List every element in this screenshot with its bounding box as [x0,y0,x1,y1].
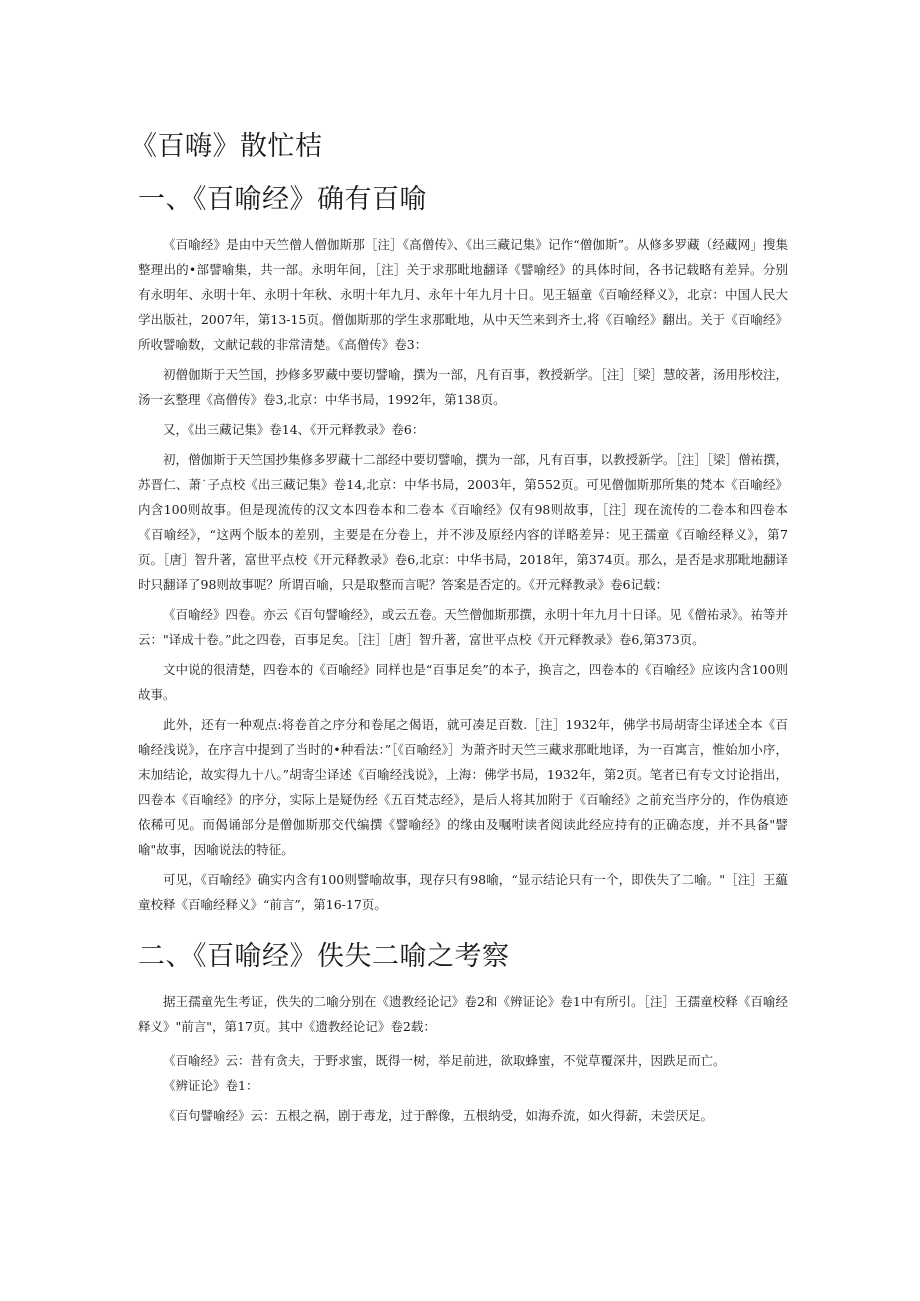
quotation: 初，僧伽斯于天竺国抄集修多罗藏十二部经中要切譬喻，撰为一部，凡有百事，以教授新学。［注］［梁］僧祐撰，苏晋仁、萧˙子点校《出三藏记集》卷14,北京：中华书局，2003年，第552页。可见僧伽斯那所集的梵本《百喻经》内含100则故事。但是现流传的汉文本四卷本和二卷本《百喻经》仅有98则故事，［注］现在流传的二卷本和四卷本《百喻经》，“这两个版本的差别，主要是在分卷上，并不涉及原经内容的详略差异：见王孺童《百喻经释义》，第7页。［唐］智升著，富世平点校《开元释教录》卷6,北京：中华书局，2018年，第374页。那么，是否是求那毗地翻译时只翻译了98则故事呢？所谓百喻，只是取整而言呢？答案是否定的。《开元释教录》卷6记载： [138,452,789,592]
section-heading-2: 二、《百喻经》佚失二喻之考察 [138,941,510,972]
document-title: 《百嗨》散忙桔 [130,131,323,162]
paragraph: 《百喻经》是由中天竺僧人僧伽斯那［注］《高僧传》、《出三藏记集》记作“僧伽斯”。从修多罗藏（经藏网」搜集整理出的•部譬喻集，共一部。永明年间，［注］关于求那毗地翻译《譬喻经》的具体时间，各书记载略有差异。分别有永明年、永明十年、永明十年秋、永明十年九月、永年十年九月十日。见王辐童《百喻经释义》，北京：中国人民大学出版社，2007年，第13-15页。僧伽斯那的学生求那毗地，从中天竺来到齐士,将《百喻经》翻出。关于《百喻经》所收譬喻数，文献记载的非常清楚。《高僧传》卷3： [138,237,788,352]
document-page [130,126,789,1128]
section-heading-1: 一、《百喻经》确有百喻 [138,184,427,215]
quotation: 《辨证论》卷1： [163,1078,259,1093]
paragraph: 此外，还有一种观点:将卷首之序分和卷尾之偈语，就可凑足百数.［注］1932年，佛学书局胡寄尘译述全本《百喻经浅说》，在序言中提到了当时的•种看法：”［《百喻经》］为萧齐时天竺三藏求那毗地译，为一百寓言，惟始加小序，末加结论，故实得九十八。”胡寄尘译述《百喻经浅说》，上海：佛学书局，1932年，第2页。笔者已有专文讨论指出，四卷本《百喻经》的序分，实际上是疑伪经《五百梵志经》，是后人将其加附于《百喻经》之前充当序分的，作伪痕迹依稀可见。而偈诵部分是僧伽斯那交代编撰《譬喻经》的缘由及嘱咐读者阅读此经应持有的正确态度，并不具备"譬喻"故事，因喻说法的特征。 [138,717,788,857]
quotation: 初僧伽斯于天竺国，抄修多罗藏中要切譬喻，撰为一部，凡有百事，教授新学。［注］［梁］慧皎著，汤用彤校注，汤一玄整理《高僧传》卷3,北京：中华书局，1992年，第138页。 [138,367,789,407]
quotation: 《百喻经》云：昔有贪夫，于野求蜜，既得一树，举足前进，欲取蜂蜜，不觉草覆深井，因跌足而亡。 [163,1053,726,1068]
paragraph: 又，《出三藏记集》卷14、《开元释教录》卷6： [163,422,425,437]
paragraph: 文中说的很清楚，四卷本的《百喻经》同样也是“百事足矣”的本子，换言之，四卷本的《百喻经》应该内含100则故事。 [138,662,788,702]
paragraph: 据王孺童先生考证，佚失的二喻分别在《遗教经论记》卷2和《辨证论》卷1中有所引。［注］王孺童校释《百喻经释义》"前言"，第17页。其中《遗教经论记》卷2载： [138,994,788,1034]
paragraph: 可见，《百喻经》确实内含有100则譬喻故事，现存只有98喻，“显示结论只有一个，即佚失了二喻。"［注］王藴童校释《百喻经释义》“前言”，第16-17页。 [138,872,788,912]
quotation: 《百喻经》四卷。亦云《百句譬喻经》，或云五卷。天竺僧伽斯那撰，永明十年九月十日译。见《僧祐录》。祐等并云："译成十卷。”此之四卷，百事足矣。［注］［唐］智升著，富世平点校《开元释教录》卷6,第373页。 [138,607,789,647]
quotation: 《百句譬喻经》云：五根之祸，剧于毒龙，过于醉像，五根纳受，如海乔流，如火得薪，未尝厌足。 [163,1108,714,1123]
